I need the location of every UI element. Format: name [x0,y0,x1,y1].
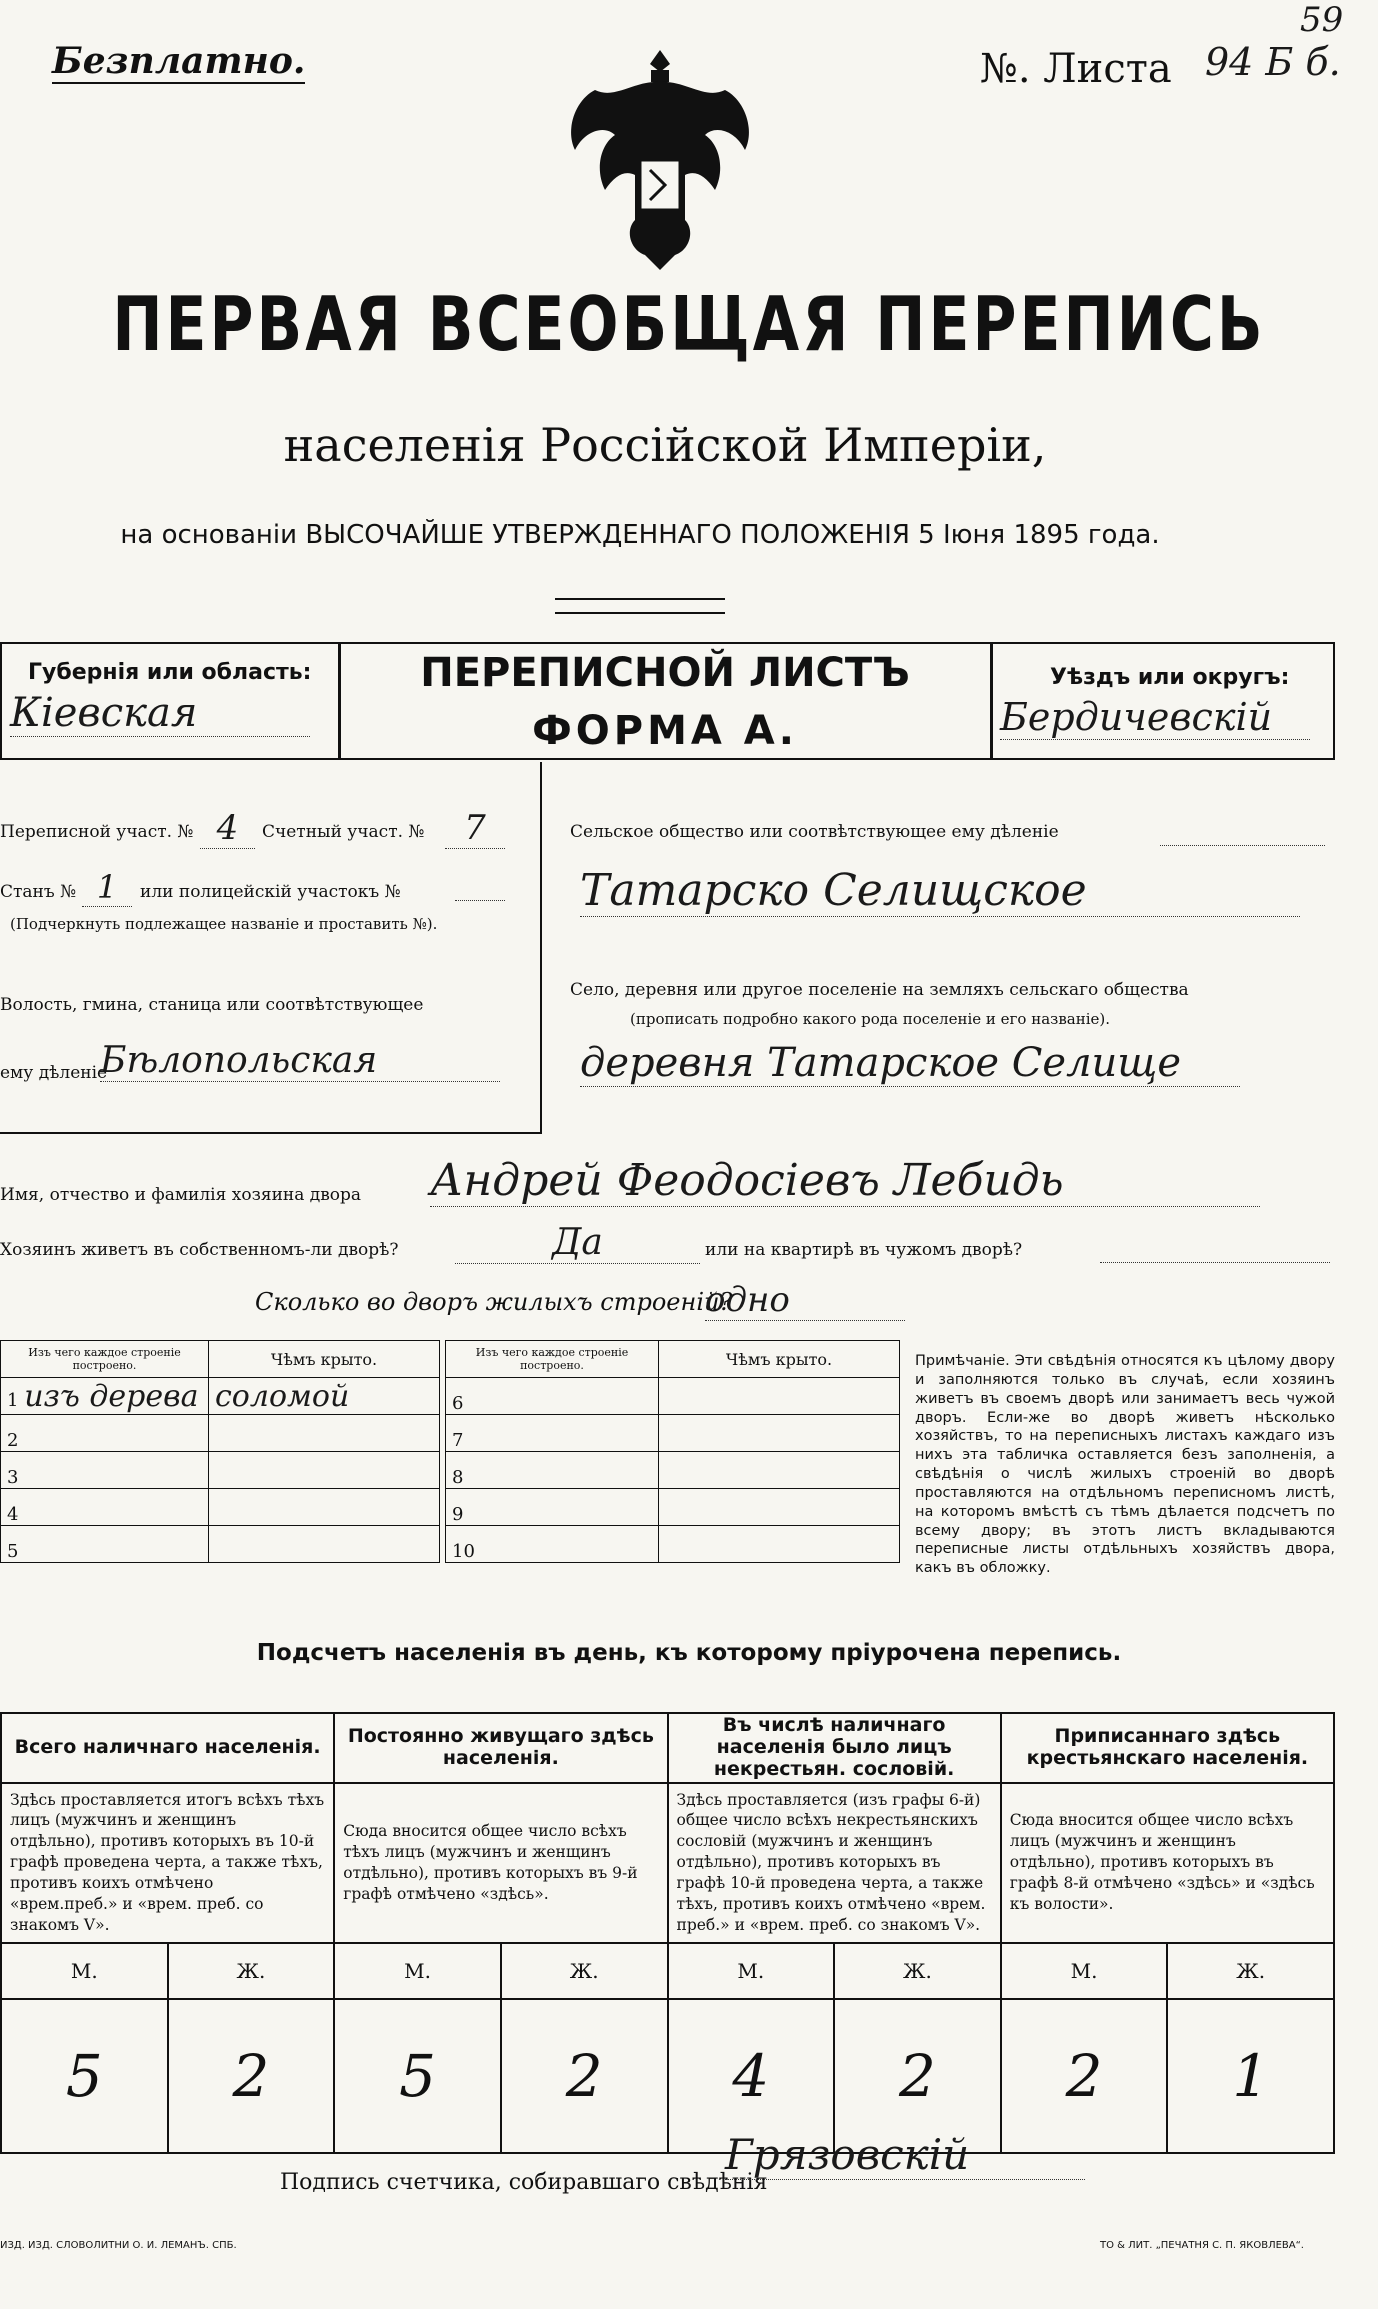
female-label: Ж. [834,1943,1001,1999]
stan-field[interactable]: 1 [82,868,132,907]
row-number: 1 [7,1390,19,1411]
col-permanent-desc: Сюда вносится общее число всѣхъ тѣхъ лицъ (мужчинъ и женщинъ отдѣльно), противъ которыхъ въ 9-й графѣ отмѣчено «здѣсь». [334,1783,667,1943]
row-number[interactable]: 3 [1,1452,209,1489]
volost-label: Волость, гмина, станица или соотвѣтствующее [0,995,424,1015]
structure-row [446,1378,900,1415]
ornament-divider [555,598,725,614]
right-imprint: ТО & ЛИТ. „ПЕЧАТНЯ С. П. ЯКОВЛЕВА“. [1100,2240,1304,2251]
roof-field[interactable] [209,1489,440,1526]
structure-row [1,1489,440,1526]
roof-field[interactable] [659,1489,900,1526]
female-label: Ж. [1167,1943,1334,1999]
signature-field[interactable]: Грязовскій [725,2130,1085,2180]
col-registered-title: Приписаннаго здѣсь крестьянскаго населенія. [1001,1713,1334,1783]
row-number[interactable]: 4 [1,1489,209,1526]
rented-label: или на квартирѣ въ чужомъ дворѣ? [705,1240,1023,1260]
registered-female-field[interactable]: 1 [1167,1999,1334,2153]
col-total-title: Всего наличнаго населенія. [1,1713,334,1783]
population-table [0,1712,1335,2154]
stan-label: Станъ № [0,882,77,902]
female-label: Ж. [501,1943,668,1999]
province-label: Губернія или область: [28,660,312,685]
own-yard-field[interactable]: Да [455,1222,700,1264]
population-heading: Подсчетъ населенія въ день, къ которому пріурочена перепись. [256,1640,1122,1666]
structure-row [446,1489,900,1526]
structure-row [446,1452,900,1489]
roof-field[interactable] [209,1526,440,1563]
col-nonpeasant-desc: Здѣсь проставляется (изъ графы 6-й) общее число всѣхъ некрестьянскихъ сословій (мужчинъ и женщинъ отдѣльно), противъ которыхъ въ графѣ 10-й проведена черта, а также тѣхъ, противъ коихъ отмѣчено «врем. преб.» и «врем. преб. со знакомъ V». [668,1783,1001,1943]
structure-row [1,1526,440,1563]
female-label: Ж. [168,1943,335,1999]
structures-note: Примѣчаніе. Эти свѣдѣнія относятся къ цѣлому двору и заполняются только въ случаѣ, если хозяинъ живетъ въ своемъ дворѣ или занимаетъ весь чужой дворъ. Если-же во дворѣ живетъ нѣсколько хозяйствъ, то на переписныхъ листахъ каждаго изъ нихъ эта табличка оставляется безъ заполненія, а свѣдѣнія о числѣ жилыхъ строеній во дворѣ проставляются на отдѣльномъ переписномъ листѣ, на которомъ вмѣстѣ съ тѣмъ дѣлается подсчетъ по всему двору; въ этотъ листъ вкладываются переписные листы отдѣльныхъ хозяйствъ двора, какъ въ обложку. [915,1353,1335,1577]
col-permanent-title: Постоянно живущаго здѣсь населенія. [334,1713,667,1783]
structure-row [446,1526,900,1563]
nonpeasant-female-field[interactable]: 2 [834,1999,1001,2153]
col-roof-header: Чѣмъ крыто. [209,1341,440,1378]
row-number[interactable]: 2 [1,1415,209,1452]
col-material-header: Изъ чего каждое строеніе построено. [1,1341,209,1378]
row-number[interactable]: 7 [446,1415,659,1452]
counting-district-field[interactable]: 7 [445,808,505,849]
imperial-eagle-emblem [555,40,765,280]
buildings-field[interactable]: одно [705,1280,905,1321]
col-total-desc: Здѣсь проставляется итогъ всѣхъ тѣхъ лицъ (мужчинъ и женщинъ отдѣльно), противъ которыхъ въ 10-й графѣ проведена черта, а также тѣхъ, противъ коихъ отмѣчено «врем.преб.» и «врем. преб. со знакомъ V». [1,1783,334,1943]
roof-field[interactable]: соломой [209,1378,440,1415]
buildings-label: Сколько во дворъ жилыхъ строеній? [255,1288,733,1316]
registered-male-field[interactable]: 2 [1001,1999,1168,2153]
corner-mark: 59 [1300,0,1344,40]
free-label: Безплатно. [52,40,306,82]
row-number[interactable]: 5 [1,1526,209,1563]
village-note: (прописать подробно какого рода поселеніе и его названіе). [630,1010,1110,1028]
total-female-field[interactable]: 2 [168,1999,335,2153]
stan-or-police-label: или полицейскій участокъ № [140,882,401,902]
col-registered-desc: Сюда вносится общее число всѣхъ лицъ (мужчинъ и женщинъ отдѣльно), противъ которыхъ въ графѣ 8-й отмѣчено «здѣсь» и «здѣсь къ волости». [1001,1783,1334,1943]
sheet-title: ПЕРЕПИСНОЙ ЛИСТЪ [420,650,910,696]
structure-row [1,1415,440,1452]
col-roof-header: Чѣмъ крыто. [659,1341,900,1378]
sheet-number-value: 94 Б б. [1205,40,1341,84]
roof-field[interactable] [659,1452,900,1489]
row-number[interactable]: 6 [446,1378,659,1415]
structure-row [446,1415,900,1452]
roof-field[interactable] [659,1526,900,1563]
row-number[interactable]: 9 [446,1489,659,1526]
nonpeasant-male-field[interactable]: 4 [668,1999,835,2153]
owner-name-field[interactable]: Андрей Феодосіевъ Лебидь [430,1155,1260,1207]
form-name: ФОРМА А. [532,708,798,754]
material-field[interactable]: изъ дерева [24,1379,199,1414]
basis-line: на основаніи ВЫСОЧАЙШЕ УТВЕРЖДЕННАГО ПОЛОЖЕНІЯ 5 Іюня 1895 года. [120,520,1160,550]
society-label: Сельское общество или соотвѣтствующее ему дѣленіе [570,822,1059,842]
col-material-header: Изъ чего каждое строеніе построено. [446,1341,659,1378]
rented-field[interactable] [1100,1262,1330,1263]
census-district-field[interactable]: 4 [200,808,255,849]
divider [990,642,993,760]
society-field[interactable]: Татарско Селищское [580,865,1300,917]
page-title: ПЕРВАЯ ВСЕОБЩАЯ ПЕРЕПИСЬ [112,281,1266,369]
male-label: М. [1001,1943,1168,1999]
police-district-field[interactable] [455,900,505,901]
male-label: М. [334,1943,501,1999]
village-label: Село, деревня или другое поселеніе на земляхъ сельскаго общества [570,980,1189,1000]
left-imprint: ИЗД. ИЗД. СЛОВОЛИТНИ О. И. ЛЕМАНЪ. СПБ. [0,2240,237,2251]
census-district-label: Переписной участ. № [0,822,194,842]
owner-name-label: Имя, отчество и фамилія хозяина двора [0,1185,362,1205]
counting-district-label: Счетный участ. № [262,822,425,842]
village-field[interactable]: деревня Татарское Селище [580,1040,1240,1087]
structure-row [1,1378,440,1415]
province-field[interactable]: Кіевская [10,690,310,737]
district-field[interactable]: Бердичевскій [1000,695,1310,740]
structures-table-left [0,1340,440,1563]
permanent-male-field[interactable]: 5 [334,1999,501,2153]
col-nonpeasant-title: Въ числѣ наличнаго населенія было лицъ некрестьян. сословій. [668,1713,1001,1783]
stan-note: (Подчеркнуть подлежащее названіе и проставить №). [10,915,438,933]
sheet-number-label: №. Листа [980,46,1172,92]
own-yard-label: Хозяинъ живетъ въ собственномъ-ли дворѣ? [0,1240,399,1260]
roof-field[interactable] [209,1452,440,1489]
volost-field[interactable]: Бѣлопольская [100,1040,500,1082]
society-field-continuation[interactable] [1160,845,1325,846]
permanent-female-field[interactable]: 2 [501,1999,668,2153]
male-label: М. [668,1943,835,1999]
row-number[interactable]: 10 [446,1526,659,1563]
structures-table-right [445,1340,900,1563]
roof-field[interactable] [659,1378,900,1415]
district-label: Уѣздъ или округъ: [1050,665,1290,690]
roof-field[interactable] [659,1415,900,1452]
signature-label: Подпись счетчика, собиравшаго свѣдѣнія [280,2170,768,2195]
structure-row [1,1452,440,1489]
page-subtitle: населенія Россійской Имперіи, [283,418,1047,472]
roof-field[interactable] [209,1415,440,1452]
volost-label-2: ему дѣленіе [0,1063,108,1083]
male-label: М. [1,1943,168,1999]
row-number[interactable]: 8 [446,1452,659,1489]
total-male-field[interactable]: 5 [1,1999,168,2153]
